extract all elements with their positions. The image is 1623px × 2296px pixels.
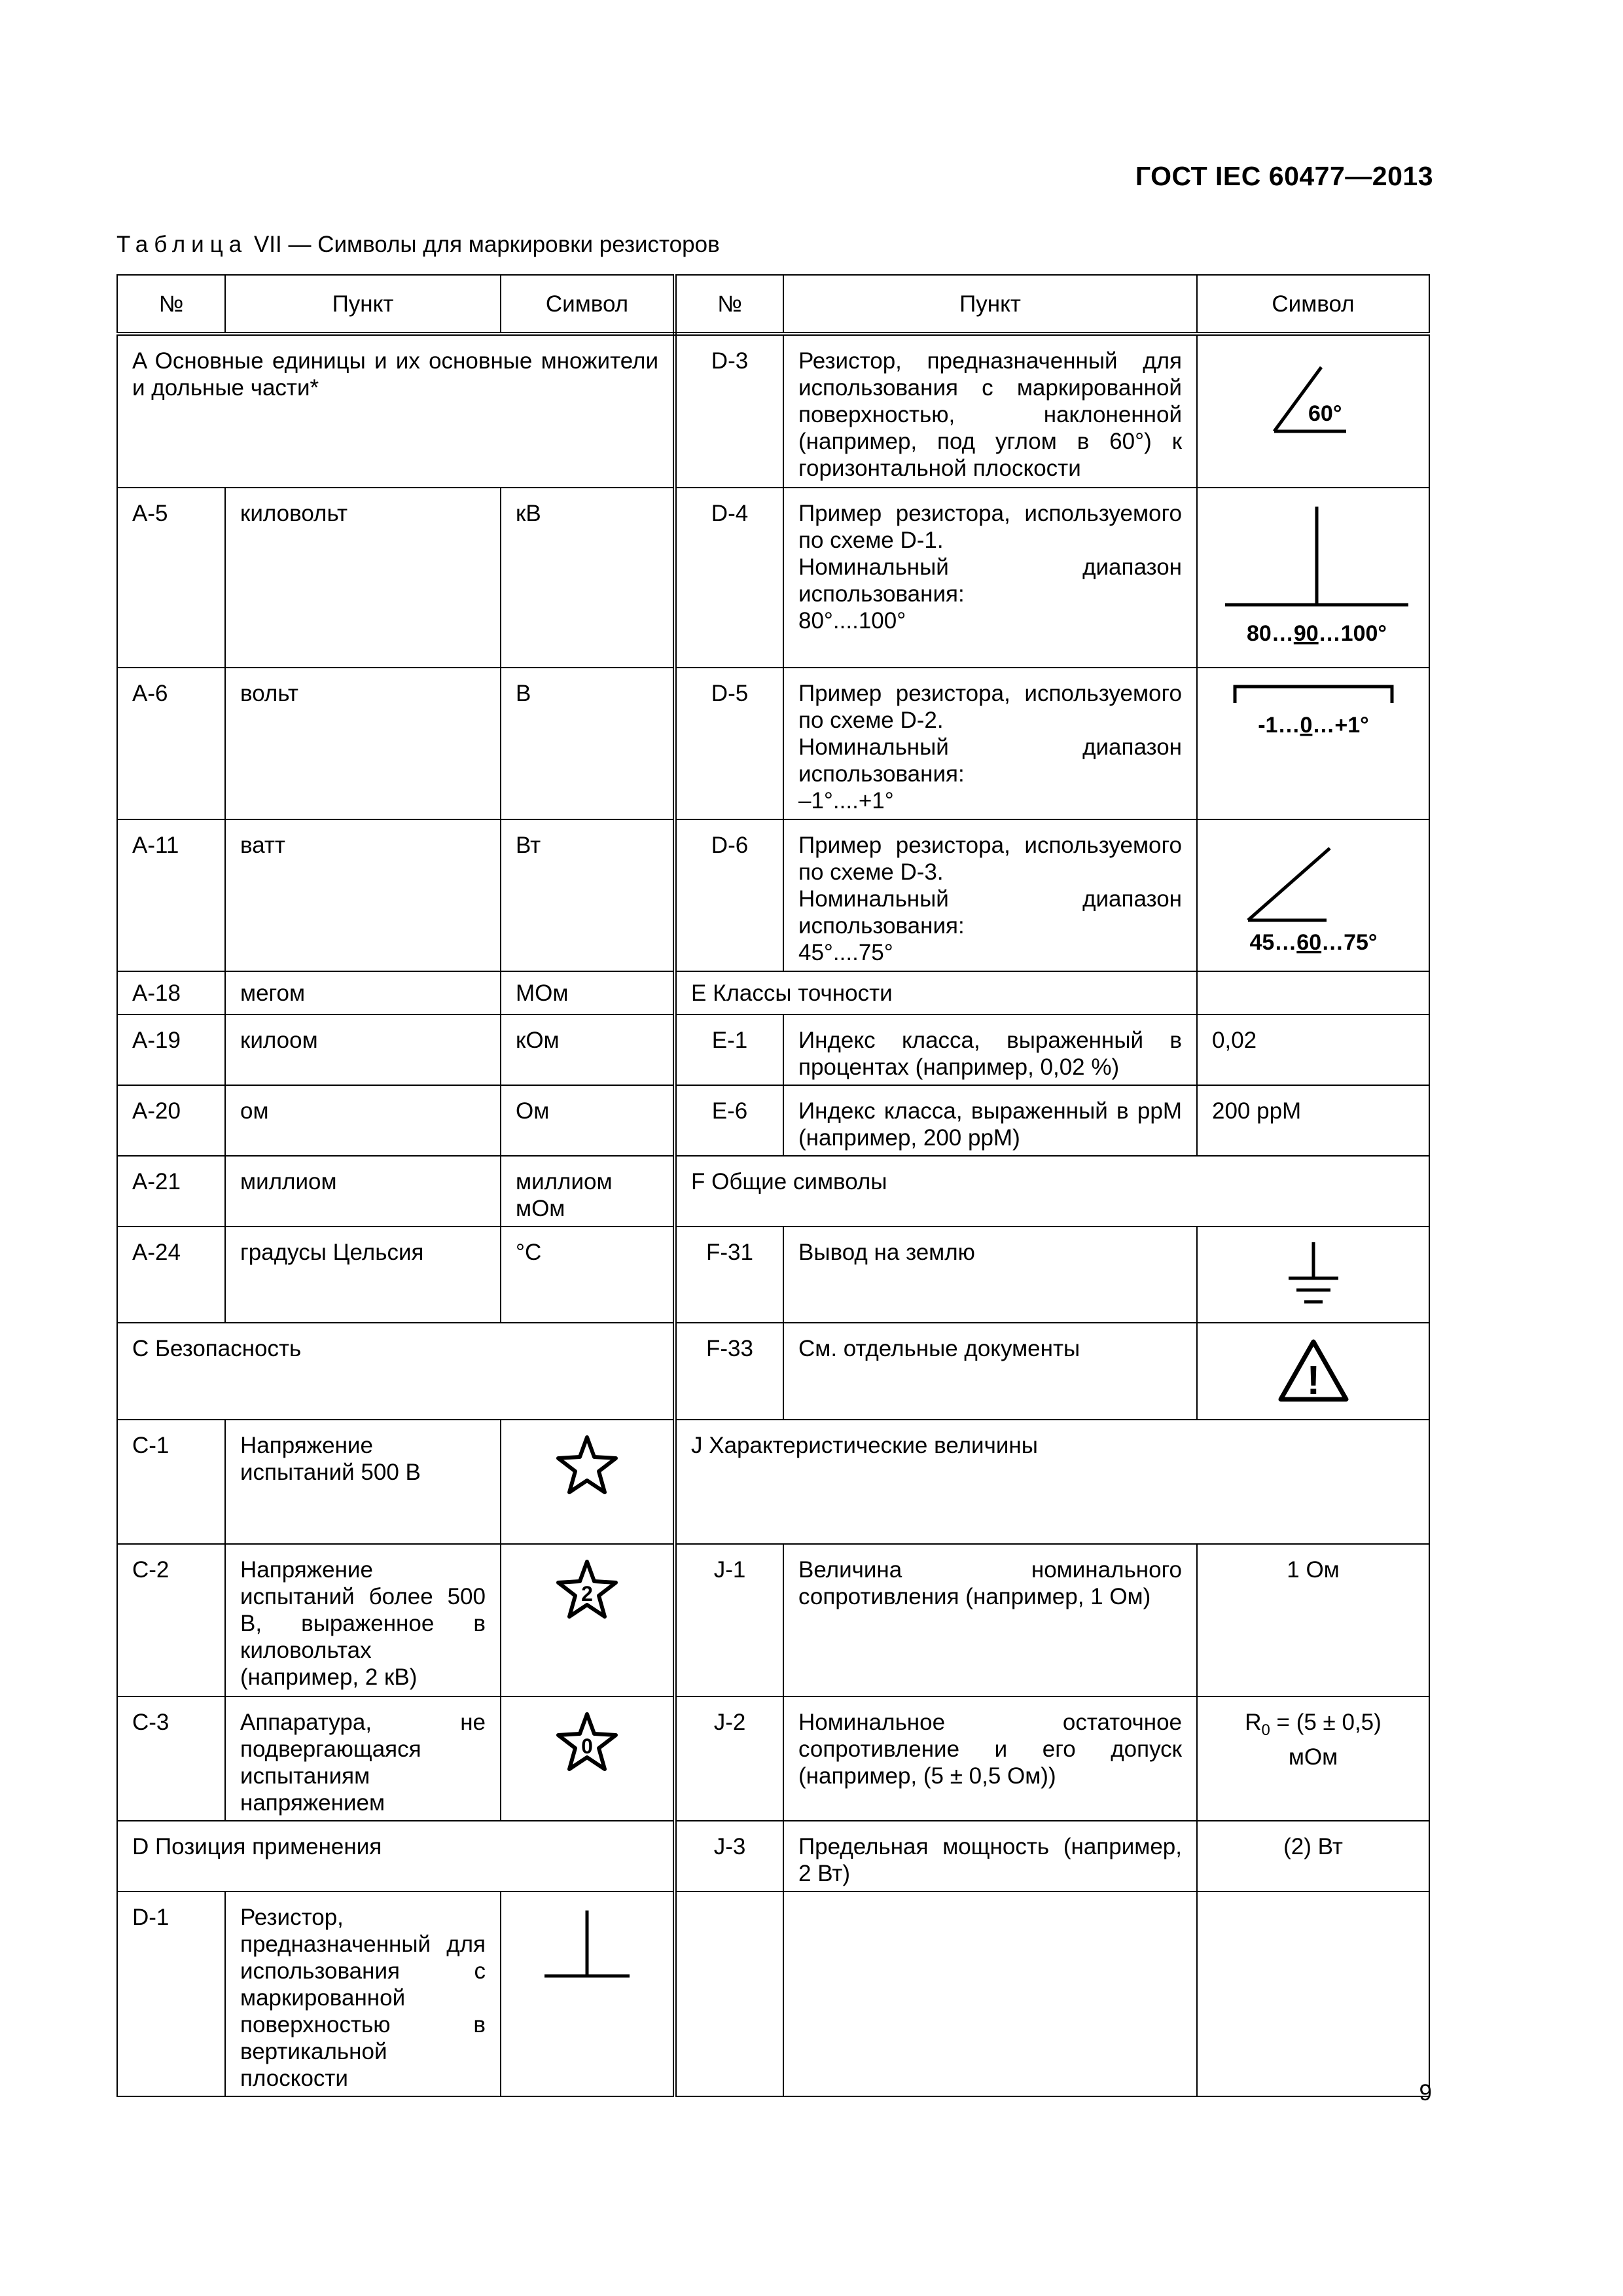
- row-item: Вывод на землю: [783, 1227, 1197, 1323]
- resistance-unit: мОм: [1288, 1744, 1338, 1770]
- test-voltage-kv-symbol: [501, 1544, 675, 1696]
- row-item: Напряжение испытаний более 500 В, выраженное в киловольтах (например, 2 кВ): [225, 1544, 501, 1696]
- row-symbol-empty: [1197, 971, 1429, 1014]
- row-symbol: кВ: [501, 488, 675, 668]
- row-item: [783, 668, 1197, 819]
- range-max: …+1°: [1311, 713, 1369, 738]
- table-row: [117, 1892, 1429, 2096]
- row-num: J-1: [675, 1544, 783, 1696]
- table-row: [117, 668, 1429, 819]
- row-symbol: 200 ppM: [1197, 1085, 1429, 1156]
- range-nominal: 0: [1299, 713, 1312, 738]
- section-a-heading: A Основные единицы и их основные множители и дольные части*: [117, 334, 675, 488]
- warning-glyph: !: [1306, 1358, 1320, 1403]
- inclined-surface-icon: [1248, 348, 1379, 446]
- no-test-symbol: [501, 1696, 675, 1821]
- table-row: [117, 1014, 1429, 1085]
- col-header-symbol-right: Символ: [1197, 275, 1429, 334]
- range-min: 45…: [1249, 930, 1296, 955]
- item-line: 80°....100°: [798, 608, 906, 634]
- row-item: Напряжение испытаний 500 В: [225, 1420, 501, 1544]
- symbol-line: мОм: [516, 1196, 565, 1221]
- table-caption: [116, 232, 720, 258]
- row-num: A-19: [117, 1014, 225, 1085]
- row-num: D-3: [675, 334, 783, 488]
- vertical-range-icon: [1212, 500, 1421, 657]
- row-symbol: В: [501, 668, 675, 819]
- item-line: –1°....+1°: [798, 788, 894, 814]
- item-line: Номинальный диапазон использования:: [798, 886, 1182, 939]
- col-header-item-right: Пункт: [783, 275, 1197, 334]
- row-num: J-2: [675, 1696, 783, 1821]
- item-line: Номинальный диапазон использования:: [798, 554, 1182, 607]
- caption-word: Таблица: [116, 232, 248, 257]
- inclined-range-symbol: [1197, 819, 1429, 971]
- row-item: Предельная мощность (например, 2 Вт): [783, 1821, 1197, 1892]
- row-item: киловольт: [225, 488, 501, 668]
- row-item: [783, 819, 1197, 971]
- table-row: [117, 819, 1429, 971]
- star-label: 0: [581, 1734, 593, 1758]
- row-num: A-21: [117, 1156, 225, 1227]
- table-header-row: [117, 275, 1429, 334]
- item-line: 45°....75°: [798, 940, 893, 965]
- row-symbol: Ом: [501, 1085, 675, 1156]
- row-symbol: [501, 1156, 675, 1227]
- table-row: [117, 488, 1429, 668]
- row-item: Величина номинального сопротивления (например, 1 Ом): [783, 1544, 1197, 1696]
- range-min: -1…: [1257, 713, 1300, 738]
- inclined-surface-symbol: [1197, 334, 1429, 488]
- row-item: Индекс класса, выраженный в процентах (например, 0,02 %): [783, 1014, 1197, 1085]
- star-icon: [551, 1432, 623, 1504]
- row-num: C-3: [117, 1696, 225, 1821]
- svg-text:80…90…100°: [1247, 621, 1387, 646]
- empty-cell: [783, 1892, 1197, 2096]
- row-item: мегом: [225, 971, 501, 1014]
- row-item: Резистор, предназначенный для использования с маркированной поверхностью, наклоненной (например, под углом в 60°) к горизонтальной плоскости: [783, 334, 1197, 488]
- section-d-heading: D Позиция применения: [117, 1821, 675, 1892]
- section-f-heading: F Общие символы: [675, 1156, 1429, 1227]
- vertical-surface-symbol: [501, 1892, 675, 2096]
- table-row: [117, 1156, 1429, 1227]
- col-header-num-left: №: [117, 275, 225, 334]
- table-row: [117, 1696, 1429, 1821]
- row-item: вольт: [225, 668, 501, 819]
- warning-triangle-icon: [1274, 1335, 1353, 1407]
- row-num: D-4: [675, 488, 783, 668]
- svg-text:-1…0…+1°: [1258, 713, 1369, 738]
- item-line: Пример резистора, используемого по схеме D-1.: [798, 501, 1182, 553]
- inclined-range-icon: [1222, 832, 1405, 963]
- col-header-item-left: Пункт: [225, 275, 501, 334]
- test-voltage-symbol: [501, 1420, 675, 1544]
- earth-terminal-symbol: [1197, 1227, 1429, 1323]
- row-num: E-6: [675, 1085, 783, 1156]
- table-row: [117, 1821, 1429, 1892]
- star-label: 2: [581, 1582, 593, 1605]
- vertical-surface-icon: [535, 1904, 639, 1989]
- empty-cell: [675, 1892, 783, 2096]
- row-item: Резистор, предназначенный для использования с маркированной поверхностью в вертикальной плоскости: [225, 1892, 501, 2096]
- resistance-value: = (5 ± 0,5): [1270, 1710, 1382, 1735]
- section-e-heading: E Классы точности: [675, 971, 1197, 1014]
- row-num: C-1: [117, 1420, 225, 1544]
- row-num: A-24: [117, 1227, 225, 1323]
- svg-text:45…60…75°: [1249, 930, 1377, 955]
- see-documents-symbol: [1197, 1323, 1429, 1420]
- standard-header: ГОСТ IEC 60477—2013: [1135, 161, 1433, 191]
- row-num: A-18: [117, 971, 225, 1014]
- table-row: [117, 1227, 1429, 1323]
- table-row: [117, 1323, 1429, 1420]
- ground-icon: [1281, 1239, 1346, 1311]
- row-symbol: 0,02: [1197, 1014, 1429, 1085]
- row-symbol: [1197, 1696, 1429, 1821]
- row-item: [783, 488, 1197, 668]
- table-row: [117, 1544, 1429, 1696]
- range-nominal: 60: [1296, 930, 1321, 955]
- range-max: …100°: [1318, 621, 1387, 646]
- row-num: A-6: [117, 668, 225, 819]
- symbol-line: миллиом: [516, 1169, 613, 1194]
- row-symbol: 1 Ом: [1197, 1544, 1429, 1696]
- symbols-table: [116, 274, 1430, 2097]
- row-item: килоом: [225, 1014, 501, 1085]
- row-symbol: °C: [501, 1227, 675, 1323]
- range-min: 80…: [1247, 621, 1294, 646]
- caption-text: VII — Символы для маркировки резисторов: [247, 232, 720, 257]
- horizontal-range-symbol: [1197, 668, 1429, 819]
- row-symbol: (2) Вт: [1197, 1821, 1429, 1892]
- row-item: ом: [225, 1085, 501, 1156]
- table-row: [117, 1420, 1429, 1544]
- row-num: A-20: [117, 1085, 225, 1156]
- table-row: [117, 971, 1429, 1014]
- col-header-num-right: №: [675, 275, 783, 334]
- row-item: градусы Цельсия: [225, 1227, 501, 1323]
- row-symbol: МОм: [501, 971, 675, 1014]
- angle-label: 60°: [1308, 401, 1342, 426]
- row-item: См. отдельные документы: [783, 1323, 1197, 1420]
- item-line: Номинальный диапазон использования:: [798, 734, 1182, 787]
- row-num: F-33: [675, 1323, 783, 1420]
- table-row: [117, 334, 1429, 488]
- range-nominal: 90: [1293, 621, 1319, 646]
- section-j-heading: J Характеристические величины: [675, 1420, 1429, 1544]
- item-line: Пример резистора, используемого по схеме D-3.: [798, 833, 1182, 885]
- empty-cell: [1197, 1892, 1429, 2096]
- row-num: C-2: [117, 1544, 225, 1696]
- row-num: J-3: [675, 1821, 783, 1892]
- row-symbol: Вт: [501, 819, 675, 971]
- vertical-range-symbol: [1197, 488, 1429, 668]
- row-item: Аппаратура, не подвергающаяся испытаниям напряжением: [225, 1696, 501, 1821]
- table-row: [117, 1085, 1429, 1156]
- row-item: ватт: [225, 819, 501, 971]
- page-number: 9: [1419, 2080, 1432, 2106]
- row-item: Номинальное остаточное сопротивление и его допуск (например, (5 ± 0,5 Ом)): [783, 1696, 1197, 1821]
- row-item: Индекс класса, выраженный в ppM (например, 200 ppM): [783, 1085, 1197, 1156]
- section-c-heading: C Безопасность: [117, 1323, 675, 1420]
- row-num: A-11: [117, 819, 225, 971]
- row-symbol: кОм: [501, 1014, 675, 1085]
- row-num: A-5: [117, 488, 225, 668]
- resistance-sub: 0: [1261, 1721, 1270, 1739]
- range-max: …75°: [1321, 930, 1378, 955]
- resistance-r: R: [1245, 1710, 1262, 1735]
- star-numbered-icon: [551, 1556, 623, 1628]
- star-zero-icon: [551, 1709, 623, 1781]
- row-num: D-1: [117, 1892, 225, 2096]
- horizontal-range-icon: [1222, 680, 1405, 752]
- row-num: D-5: [675, 668, 783, 819]
- row-num: F-31: [675, 1227, 783, 1323]
- row-num: D-6: [675, 819, 783, 971]
- row-item: миллиом: [225, 1156, 501, 1227]
- col-header-symbol-left: Символ: [501, 275, 675, 334]
- row-num: E-1: [675, 1014, 783, 1085]
- item-line: Пример резистора, используемого по схеме D-2.: [798, 681, 1182, 733]
